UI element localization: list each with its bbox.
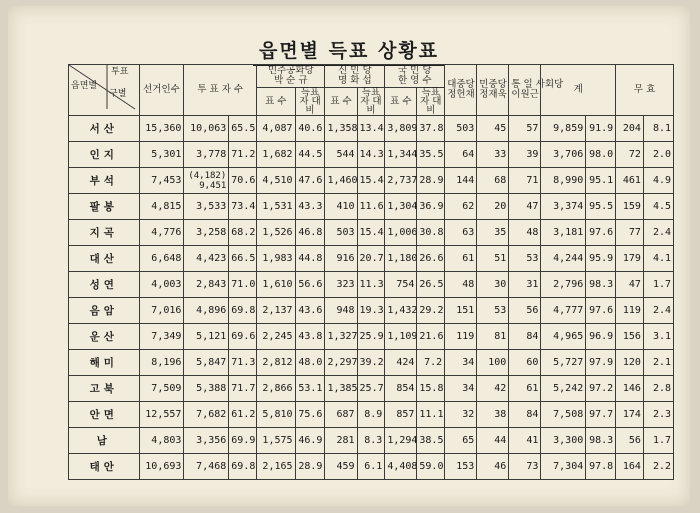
cell-c2p: 8.3	[357, 428, 385, 454]
cell-c3p: 36.9	[417, 194, 445, 220]
cell-c2p: 11.3	[357, 272, 385, 298]
cell-voters: 8,196	[139, 350, 184, 376]
cell-c1p: 75.6	[295, 402, 325, 428]
cell-vr: 71.3	[229, 350, 257, 376]
cell-c1: 2,245	[257, 324, 295, 350]
cell-c1p: 46.8	[295, 220, 325, 246]
cell-c4: 34	[445, 350, 477, 376]
cell-voters: 4,776	[139, 220, 184, 246]
cell-c4: 64	[445, 142, 477, 168]
cell-totp: 98.3	[586, 428, 616, 454]
cell-inv: 119	[616, 298, 644, 324]
cell-c2p: 14.3	[357, 142, 385, 168]
cell-totp: 98.3	[586, 272, 616, 298]
cell-c6: 56	[509, 298, 541, 324]
cell-invp: 2.4	[643, 298, 673, 324]
cell-c2p: 13.4	[357, 116, 385, 142]
cell-c6: 61	[509, 376, 541, 402]
table-row	[69, 246, 674, 272]
cell-c3p: 11.1	[417, 402, 445, 428]
c2-ratio-subheader: 득표자 대 비	[357, 88, 385, 116]
cell-c5: 42	[477, 376, 509, 402]
candidate-5-party: 민중당	[479, 79, 507, 90]
cell-voters: 6,648	[139, 246, 184, 272]
cell-c4: 144	[445, 168, 477, 194]
district-name: 서산	[69, 116, 140, 142]
cell-inv: 164	[616, 454, 644, 480]
cell-c4: 62	[445, 194, 477, 220]
cell-totp: 97.2	[586, 376, 616, 402]
cell-c1: 2,812	[257, 350, 295, 376]
cell-c2p: 6.1	[357, 454, 385, 480]
table-row	[69, 402, 674, 428]
cell-votes: 4,896	[184, 298, 229, 324]
cell-tot: 7,508	[541, 402, 586, 428]
candidate-1-header	[257, 65, 325, 88]
table-row	[69, 220, 674, 246]
cell-c2p: 19.3	[357, 298, 385, 324]
cell-c4: 119	[445, 324, 477, 350]
cell-c2p: 25.7	[357, 376, 385, 402]
cell-voters: 7,453	[139, 168, 184, 194]
corner-top-label: 투표	[111, 67, 129, 77]
cell-inv: 47	[616, 272, 644, 298]
cell-c2: 1,385	[325, 376, 357, 402]
document-page	[8, 6, 690, 506]
cell-tot: 4,777	[541, 298, 586, 324]
c1-votes-subheader: 표 수	[257, 88, 295, 116]
cell-c3: 1,109	[385, 324, 417, 350]
cell-c6: 31	[509, 272, 541, 298]
cell-inv: 174	[616, 402, 644, 428]
cell-c5: 20	[477, 194, 509, 220]
cell-votes: (4,182) 9,451	[184, 168, 229, 194]
cell-c6: 73	[509, 454, 541, 480]
table-row	[69, 194, 674, 220]
cell-c2: 2,297	[325, 350, 357, 376]
cell-totp: 97.8	[586, 454, 616, 480]
cell-inv: 179	[616, 246, 644, 272]
district-name: 음암	[69, 298, 140, 324]
cell-votes: 5,388	[184, 376, 229, 402]
cell-c1p: 47.6	[295, 168, 325, 194]
candidate-3-party: 국 민 당	[397, 65, 432, 76]
cell-c3p: 21.6	[417, 324, 445, 350]
cell-invp: 4.1	[643, 246, 673, 272]
cell-c2: 1,460	[325, 168, 357, 194]
cell-c3: 424	[385, 350, 417, 376]
cell-invp: 2.1	[643, 350, 673, 376]
cell-tot: 3,181	[541, 220, 586, 246]
cell-c3: 1,344	[385, 142, 417, 168]
cell-c3: 854	[385, 376, 417, 402]
cell-inv: 77	[616, 220, 644, 246]
candidate-6-header	[509, 65, 564, 116]
cell-c5: 46	[477, 454, 509, 480]
cell-c5: 81	[477, 324, 509, 350]
cell-c4: 65	[445, 428, 477, 454]
cell-c2: 1,358	[325, 116, 357, 142]
cell-c4: 503	[445, 116, 477, 142]
cell-c4: 151	[445, 298, 477, 324]
cell-voters: 7,509	[139, 376, 184, 402]
district-name: 해미	[69, 350, 140, 376]
cell-c3: 857	[385, 402, 417, 428]
page-title: 읍면별 득표 상황표	[8, 36, 690, 63]
cell-voters: 10,693	[139, 454, 184, 480]
table-row	[69, 116, 674, 142]
district-name: 태안	[69, 454, 140, 480]
cell-totp: 95.5	[586, 194, 616, 220]
cell-vr: 69.8	[229, 454, 257, 480]
cell-invp: 2.4	[643, 220, 673, 246]
cell-voters: 7,349	[139, 324, 184, 350]
cell-vr: 70.6	[229, 168, 257, 194]
cell-c1p: 28.9	[295, 454, 325, 480]
cell-votes: 7,682	[184, 402, 229, 428]
cell-vr: 69.8	[229, 298, 257, 324]
cell-voters: 12,557	[139, 402, 184, 428]
header-row-1	[69, 65, 674, 88]
cell-c1: 1,610	[257, 272, 295, 298]
cell-c3p: 59.0	[417, 454, 445, 480]
cell-tot: 2,796	[541, 272, 586, 298]
cell-c5: 45	[477, 116, 509, 142]
table-row	[69, 454, 674, 480]
cell-c1p: 43.6	[295, 298, 325, 324]
cell-inv: 146	[616, 376, 644, 402]
cell-invp: 4.5	[643, 194, 673, 220]
district-name: 성연	[69, 272, 140, 298]
cell-votes: 3,258	[184, 220, 229, 246]
cell-vr: 71.7	[229, 376, 257, 402]
cell-totp: 98.0	[586, 142, 616, 168]
candidate-4-party: 대중당	[447, 79, 475, 90]
candidate-2-name: 명 화 섭	[338, 75, 372, 86]
cell-totp: 97.6	[586, 220, 616, 246]
cell-votes: 3,356	[184, 428, 229, 454]
cell-tot: 7,304	[541, 454, 586, 480]
c1-ratio-subheader: 득표자 대 비	[295, 88, 325, 116]
table-row	[69, 142, 674, 168]
cell-c1p: 43.3	[295, 194, 325, 220]
cell-c4: 48	[445, 272, 477, 298]
cell-c3: 1,432	[385, 298, 417, 324]
invalid-header: 무 효	[616, 65, 674, 116]
cell-c3: 754	[385, 272, 417, 298]
candidate-5-header	[477, 65, 509, 116]
table-row	[69, 376, 674, 402]
cell-c5: 38	[477, 402, 509, 428]
candidate-4-header	[445, 65, 477, 116]
cell-c3p: 30.8	[417, 220, 445, 246]
cell-c2: 410	[325, 194, 357, 220]
cell-votes: 5,121	[184, 324, 229, 350]
cell-inv: 461	[616, 168, 644, 194]
votes-header-label: 투 표 자 수	[197, 84, 244, 95]
voters-header: 선거인수	[139, 65, 184, 116]
district-name: 인지	[69, 142, 140, 168]
cell-vr: 68.2	[229, 220, 257, 246]
cell-tot: 3,706	[541, 142, 586, 168]
corner-mid-label: 구별	[109, 89, 127, 99]
cell-vr: 73.4	[229, 194, 257, 220]
cell-c1p: 44.5	[295, 142, 325, 168]
cell-votes: 10,063	[184, 116, 229, 142]
cell-totp: 97.9	[586, 350, 616, 376]
cell-vr: 69.6	[229, 324, 257, 350]
table-row	[69, 324, 674, 350]
cell-c3p: 29.2	[417, 298, 445, 324]
corner-header	[69, 65, 140, 116]
cell-votes: 7,468	[184, 454, 229, 480]
cell-c6: 71	[509, 168, 541, 194]
cell-votes: 3,533	[184, 194, 229, 220]
cell-c5: 100	[477, 350, 509, 376]
cell-c3p: 37.8	[417, 116, 445, 142]
cell-invp: 2.3	[643, 402, 673, 428]
cell-c1: 1,526	[257, 220, 295, 246]
cell-vr: 69.9	[229, 428, 257, 454]
cell-c3p: 26.6	[417, 246, 445, 272]
cell-c2p: 11.6	[357, 194, 385, 220]
vote-table	[68, 64, 674, 480]
cell-tot: 5,727	[541, 350, 586, 376]
cell-tot: 9,859	[541, 116, 586, 142]
cell-c1: 1,575	[257, 428, 295, 454]
cell-invp: 2.0	[643, 142, 673, 168]
cell-c1: 1,682	[257, 142, 295, 168]
cell-c2: 1,327	[325, 324, 357, 350]
cell-totp: 97.6	[586, 298, 616, 324]
cell-votes: 3,778	[184, 142, 229, 168]
cell-voters: 4,003	[139, 272, 184, 298]
cell-c5: 51	[477, 246, 509, 272]
cell-voters: 4,815	[139, 194, 184, 220]
cell-c4: 34	[445, 376, 477, 402]
cell-c2: 323	[325, 272, 357, 298]
cell-c4: 61	[445, 246, 477, 272]
cell-invp: 2.2	[643, 454, 673, 480]
c3-ratio-subheader: 득표자 대 비	[417, 88, 445, 116]
table-row	[69, 350, 674, 376]
cell-c5: 33	[477, 142, 509, 168]
district-name: 지곡	[69, 220, 140, 246]
cell-tot: 3,374	[541, 194, 586, 220]
district-name: 운산	[69, 324, 140, 350]
table-row	[69, 168, 674, 194]
candidate-6-party: 통 일 사회당	[511, 79, 564, 90]
cell-c5: 30	[477, 272, 509, 298]
cell-c2: 459	[325, 454, 357, 480]
cell-invp: 1.7	[643, 428, 673, 454]
cell-c6: 84	[509, 324, 541, 350]
candidate-2-party: 신 민 당	[338, 65, 372, 76]
cell-tot: 3,300	[541, 428, 586, 454]
candidate-1-party: 민주공화당	[267, 65, 314, 76]
cell-c1: 2,165	[257, 454, 295, 480]
cell-c1: 2,137	[257, 298, 295, 324]
district-name: 고북	[69, 376, 140, 402]
cell-c1p: 43.8	[295, 324, 325, 350]
cell-c1p: 48.0	[295, 350, 325, 376]
cell-c3p: 35.5	[417, 142, 445, 168]
cell-votes: 4,423	[184, 246, 229, 272]
cell-c2p: 20.7	[357, 246, 385, 272]
cell-c3p: 15.8	[417, 376, 445, 402]
cell-c1: 4,087	[257, 116, 295, 142]
cell-inv: 56	[616, 428, 644, 454]
corner-left-label: 읍면별	[71, 81, 98, 91]
cell-c2p: 15.4	[357, 220, 385, 246]
cell-c1: 1,983	[257, 246, 295, 272]
cell-invp: 8.1	[643, 116, 673, 142]
district-name: 안면	[69, 402, 140, 428]
cell-c1p: 46.9	[295, 428, 325, 454]
cell-tot: 5,242	[541, 376, 586, 402]
cell-c3: 4,408	[385, 454, 417, 480]
cell-c1p: 40.6	[295, 116, 325, 142]
cell-c6: 39	[509, 142, 541, 168]
cell-c2p: 8.9	[357, 402, 385, 428]
cell-c5: 35	[477, 220, 509, 246]
candidate-5-name: 정재욱	[479, 89, 507, 100]
cell-c3p: 28.9	[417, 168, 445, 194]
district-name: 남	[69, 428, 140, 454]
cell-tot: 4,965	[541, 324, 586, 350]
cell-c1: 5,810	[257, 402, 295, 428]
cell-c2: 916	[325, 246, 357, 272]
cell-totp: 96.9	[586, 324, 616, 350]
cell-c2: 544	[325, 142, 357, 168]
cell-c3: 1,304	[385, 194, 417, 220]
cell-c2p: 25.9	[357, 324, 385, 350]
cell-inv: 72	[616, 142, 644, 168]
cell-c3: 3,809	[385, 116, 417, 142]
cell-c6: 47	[509, 194, 541, 220]
cell-invp: 2.8	[643, 376, 673, 402]
cell-c6: 53	[509, 246, 541, 272]
cell-c4: 63	[445, 220, 477, 246]
cell-voters: 5,301	[139, 142, 184, 168]
cell-vr: 65.5	[229, 116, 257, 142]
candidate-2-header	[325, 65, 385, 88]
cell-inv: 156	[616, 324, 644, 350]
cell-vr: 71.2	[229, 142, 257, 168]
cell-c3p: 7.2	[417, 350, 445, 376]
cell-c1p: 56.6	[295, 272, 325, 298]
cell-tot: 4,244	[541, 246, 586, 272]
candidate-3-name: 한 영 수	[397, 75, 432, 86]
cell-c3: 1,294	[385, 428, 417, 454]
cell-c4: 153	[445, 454, 477, 480]
cell-c6: 48	[509, 220, 541, 246]
cell-votes: 5,847	[184, 350, 229, 376]
cell-c6: 57	[509, 116, 541, 142]
cell-c2p: 15.4	[357, 168, 385, 194]
cell-c5: 68	[477, 168, 509, 194]
cell-c1: 1,531	[257, 194, 295, 220]
cell-voters: 4,803	[139, 428, 184, 454]
candidate-6-name: 이원근	[511, 89, 539, 100]
cell-c3: 1,006	[385, 220, 417, 246]
candidate-1-name: 박 순 규	[273, 75, 308, 86]
cell-c2p: 39.2	[357, 350, 385, 376]
table-row	[69, 428, 674, 454]
table-row	[69, 272, 674, 298]
district-name: 부석	[69, 168, 140, 194]
cell-votes: 2,843	[184, 272, 229, 298]
cell-voters: 7,016	[139, 298, 184, 324]
cell-invp: 3.1	[643, 324, 673, 350]
cell-totp: 91.9	[586, 116, 616, 142]
cell-c3p: 26.5	[417, 272, 445, 298]
cell-tot: 8,990	[541, 168, 586, 194]
table-row	[69, 298, 674, 324]
cell-c5: 53	[477, 298, 509, 324]
cell-vr: 66.5	[229, 246, 257, 272]
cell-c6: 60	[509, 350, 541, 376]
cell-totp: 95.9	[586, 246, 616, 272]
cell-c1p: 44.8	[295, 246, 325, 272]
cell-c6: 41	[509, 428, 541, 454]
cell-c2: 687	[325, 402, 357, 428]
cell-c2: 948	[325, 298, 357, 324]
cell-vr: 71.0	[229, 272, 257, 298]
cell-voters: 15,360	[139, 116, 184, 142]
cell-c5: 44	[477, 428, 509, 454]
district-name: 대산	[69, 246, 140, 272]
c2-votes-subheader: 표 수	[325, 88, 357, 116]
cell-invp: 1.7	[643, 272, 673, 298]
cell-c1p: 53.1	[295, 376, 325, 402]
district-name: 팔봉	[69, 194, 140, 220]
c3-votes-subheader: 표 수	[385, 88, 417, 116]
total-header: 계	[541, 65, 616, 116]
cell-invp: 4.9	[643, 168, 673, 194]
cell-totp: 95.1	[586, 168, 616, 194]
cell-c2: 281	[325, 428, 357, 454]
cell-c1: 2,866	[257, 376, 295, 402]
cell-c2: 503	[325, 220, 357, 246]
cell-c3: 2,737	[385, 168, 417, 194]
cell-c1: 4,510	[257, 168, 295, 194]
candidate-3-header	[385, 65, 445, 88]
cell-totp: 97.7	[586, 402, 616, 428]
cell-inv: 120	[616, 350, 644, 376]
cell-c3p: 38.5	[417, 428, 445, 454]
table-body	[69, 116, 674, 480]
cell-c6: 84	[509, 402, 541, 428]
votes-header	[184, 65, 257, 116]
cell-c3: 1,180	[385, 246, 417, 272]
cell-c4: 32	[445, 402, 477, 428]
cell-inv: 159	[616, 194, 644, 220]
cell-inv: 204	[616, 116, 644, 142]
cell-vr: 61.2	[229, 402, 257, 428]
candidate-4-name: 정헌채	[447, 89, 475, 100]
